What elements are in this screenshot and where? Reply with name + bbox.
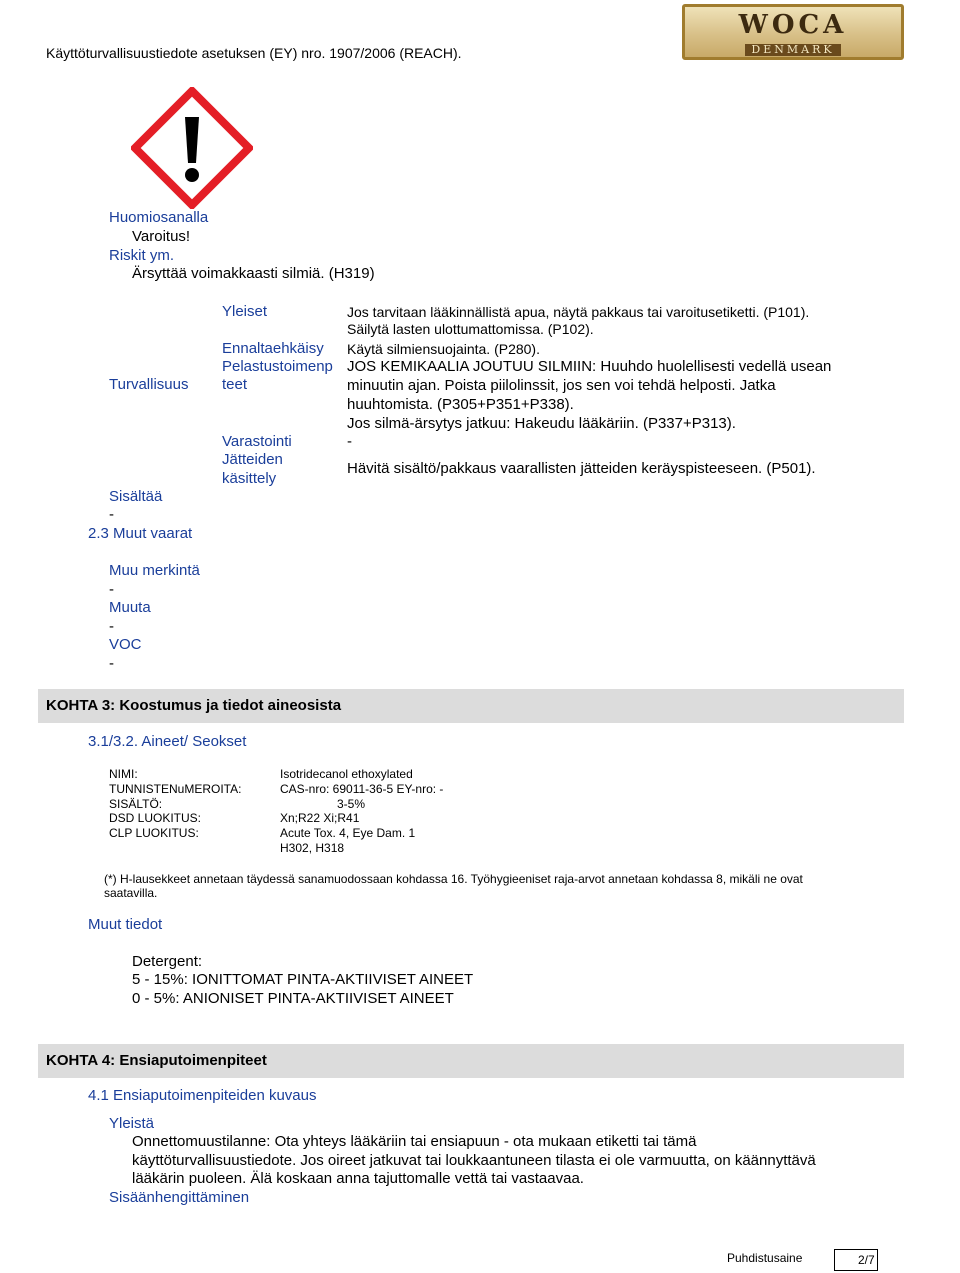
safety-response-label-1: Pelastustoimenp	[222, 358, 333, 375]
safety-response-label-2: teet	[222, 376, 248, 393]
footer-page-number: 2/7	[858, 1253, 875, 1267]
safety-storage-label: Varastointi	[222, 433, 292, 450]
identifiers-label: TUNNISTENuMEROITA:	[109, 782, 242, 796]
section-3-header: KOHTA 3: Koostumus ja tiedot aineosista	[38, 689, 904, 723]
dsd-value: Xn;R22 Xi;R41	[280, 811, 360, 825]
other-info-heading: Muut tiedot	[88, 916, 163, 933]
voc-value: -	[109, 655, 114, 672]
contains-value: -	[109, 506, 114, 523]
general-line-3: lääkärin puoleen. Älä koskaan anna tajuttomalle vettä tai vastaavaa.	[132, 1170, 584, 1187]
signal-word-value: Varoitus!	[132, 228, 191, 245]
safety-general-line-2: Säilytä lasten ulottumattomissa. (P102).	[347, 321, 594, 337]
safety-disposal-value: Hävitä sisältö/pakkaus vaarallisten jätteiden keräyspisteeseen. (P501).	[347, 460, 816, 477]
safety-disposal-label-1: Jätteiden	[222, 451, 283, 468]
safety-prevention-label: Ennaltaehkäisy	[222, 340, 324, 357]
footer-product-name: Puhdistusaine	[727, 1251, 803, 1265]
general-line-1: Onnettomuustilanne: Ota yhteys lääkäriin tai ensiapuun - ota mukaan etiketti tai tämä	[132, 1133, 697, 1150]
inhalation-heading: Sisäänhengittäminen	[109, 1189, 250, 1206]
section-4-header: KOHTA 4: Ensiaputoimenpiteet	[38, 1044, 904, 1078]
dsd-label: DSD LUOKITUS:	[109, 811, 202, 825]
risks-label: Riskit ym.	[109, 247, 174, 264]
general-heading: Yleistä	[109, 1115, 155, 1132]
identifiers-value: CAS-nro: 69011-36-5 EY-nro: -	[280, 782, 444, 796]
logo-main-text: WOCA	[738, 10, 848, 40]
general-line-2: käyttöturvallisuustiedote. Jos oireet jatkuvat tai loukkaantuneen tilasta ei ole varmuutta, on käännyttävä	[132, 1152, 816, 1169]
document-title: Käyttöturvallisuustiedote asetuksen (EY) nro. 1907/2006 (REACH).	[46, 45, 462, 61]
section-4-subheading: 4.1 Ensiaputoimenpiteiden kuvaus	[88, 1087, 317, 1104]
other-marking-label: Muu merkintä	[109, 562, 200, 579]
content-value: 3-5%	[337, 797, 366, 811]
detergent-label: Detergent:	[132, 953, 203, 970]
clp-label: CLP LUOKITUS:	[109, 826, 199, 840]
safety-disposal-label-2: käsittely	[222, 470, 277, 487]
section-3-subheading: 3.1/3.2. Aineet/ Seokset	[88, 733, 247, 750]
safety-general-line-1: Jos tarvitaan lääkinnällistä apua, näytä pakkaus tai varoitusetiketti. (P101).	[347, 304, 810, 320]
safety-response-line-1: JOS KEMIKAALIA JOUTUU SILMIIN: Huuhdo huolellisesti vedellä usean	[347, 358, 832, 375]
signal-word-label: Huomiosanalla	[109, 209, 209, 226]
safety-general-label: Yleiset	[222, 303, 268, 320]
safety-response-line-4: Jos silmä-ärsytys jatkuu: Hakeudu lääkäriin. (P337+P313).	[347, 415, 736, 432]
name-label: NIMI:	[109, 767, 138, 781]
detergent-line-2: 0 - 5%: ANIONISET PINTA-AKTIIVISET AINEET	[132, 990, 454, 1007]
safety-response-line-3: huuhtomista. (P305+P351+P338).	[347, 396, 574, 413]
name-value: Isotridecanol ethoxylated	[280, 767, 413, 781]
content-label: SISÄLTÖ:	[109, 797, 163, 811]
safety-response-line-2: minuutin ajan. Poista piilolinssit, jos sen voi tehdä helposti. Jatka	[347, 377, 776, 394]
logo-sub-text: DENMARK	[745, 44, 840, 56]
contains-label: Sisältää	[109, 488, 163, 505]
clp-value-1: Acute Tox. 4, Eye Dam. 1	[280, 826, 416, 840]
exclamation-hazard-icon	[131, 87, 253, 209]
risks-value: Ärsyttää voimakkaasti silmiä. (H319)	[132, 265, 375, 282]
footnote-line-2: saatavilla.	[104, 886, 158, 900]
misc-value: -	[109, 618, 114, 635]
woca-logo	[682, 4, 904, 60]
safety-prevention-value: Käytä silmiensuojainta. (P280).	[347, 341, 540, 357]
voc-label: VOC	[109, 636, 142, 653]
misc-label: Muuta	[109, 599, 151, 616]
clp-value-2: H302, H318	[280, 841, 345, 855]
footnote-line-1: (*) H-lausekkeet annetaan täydessä sanamuodossaan kohdassa 16. Työhygieeniset raja-arvot annetaan kohdassa 8, mikäli ne ovat	[104, 872, 803, 886]
detergent-line-1: 5 - 15%: IONITTOMAT PINTA-AKTIIVISET AINEET	[132, 971, 474, 988]
other-marking-value: -	[109, 581, 114, 598]
other-hazards-heading: 2.3 Muut vaarat	[88, 525, 193, 542]
safety-main-label: Turvallisuus	[109, 376, 189, 393]
safety-storage-value: -	[347, 433, 352, 450]
